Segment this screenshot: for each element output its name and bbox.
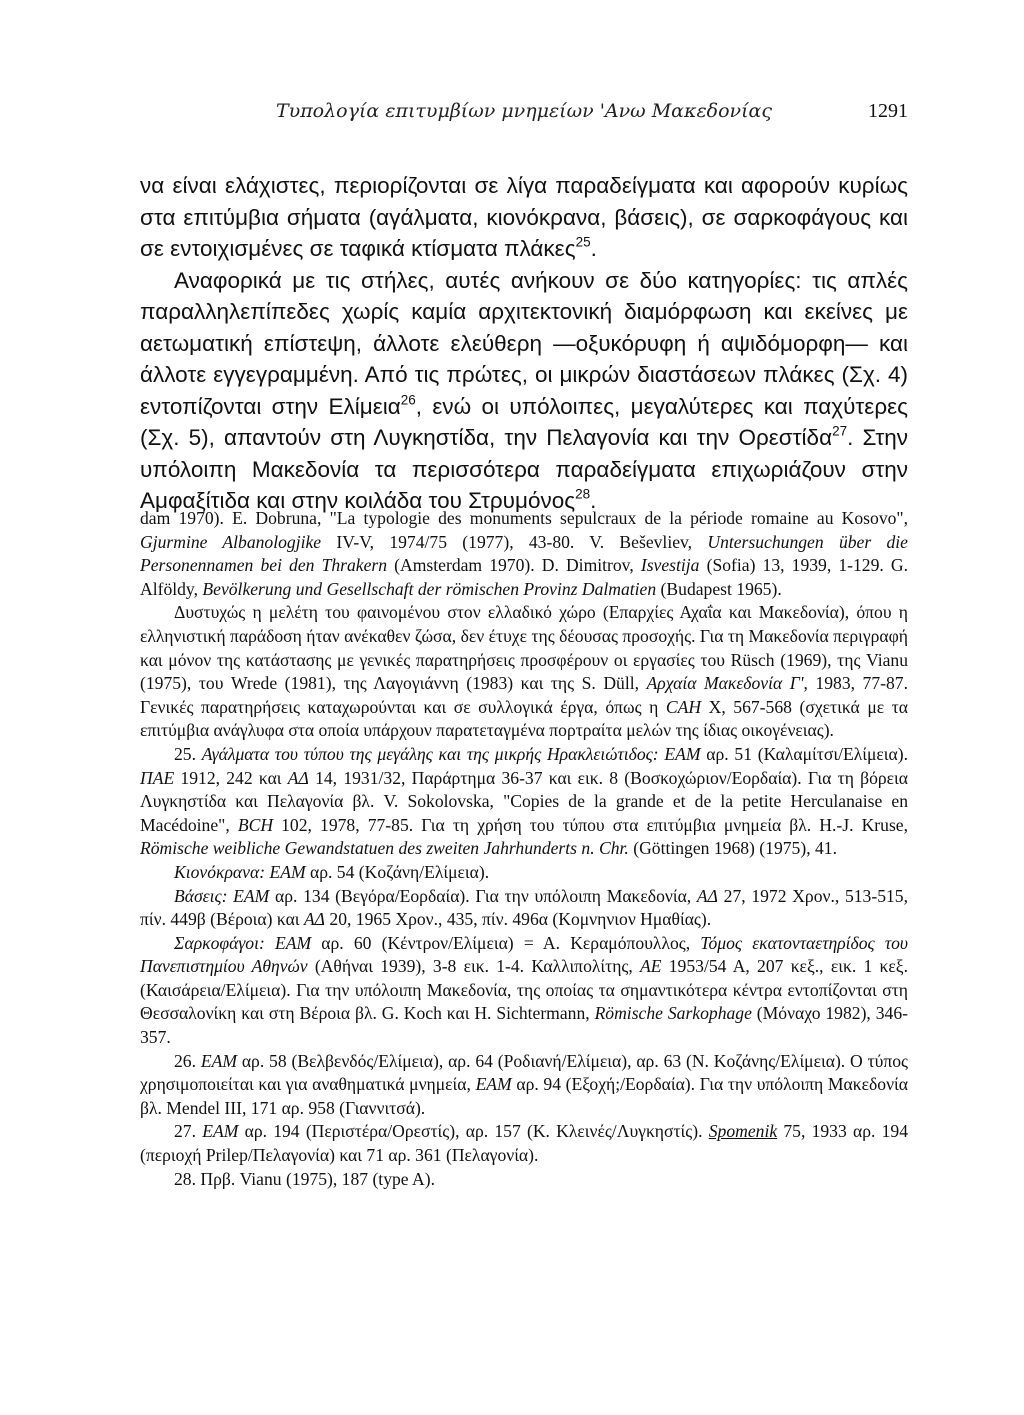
paragraph-2: Αναφορικά με τις στήλες, αυτές ανήκουν σε δύο κατηγορίες: τις απλές παραλληλεπίπεδες χωρίς καμία αρχιτεκτονική διαμόρφωση και εκείνες με αετωματική επίστεψη, άλλοτε ελεύθερη —οξυκόρυφη ή αψιδόμορφη— και άλλοτε εγγεγραμμένη. Από τις πρώτες, οι μικρών διαστάσεων πλάκες (Σχ. 4) εντοπίζονται στην Ελίμεια$^{26}$, ενώ οι υπόλοιπες, μεγαλύτερες και παχύτερες (Σχ. 5), απαντούν στη Λυγκηστίδα, την Πελαγονία και την Ορεστίδα$^{27}$. Στην υπόλοιπη Μακεδονία τα περισσότερα παραδείγματα επιχωριάζουν στην Αμφαξίτιδα και στην κοιλάδα του Στρυμόνος$^{28}$.	[140, 267, 908, 513]
paragraph-1: να είναι ελάχιστες, περιορίζονται σε λίγα παραδείγματα και αφορούν κυρίως στα επιτύμβια σήματα (αγάλματα, κιονόκρανα, βάσεις), σε σαρκοφάγους και σε εντοιχισμένες σε ταφικά κτίσματα πλάκες$^{25}$.	[140, 173, 908, 261]
footnote-28: 28. Πρβ. Vianu (1975), 187 (type A).	[174, 1168, 435, 1189]
footnote-continuation: dam 1970). E. Dobruna, "La typologie des monuments sepulcraux de la période romaine au Kosovo", Gjurmine Albanologjike IV-V, 1974/75 (1977), 43-80. V. Beševliev, Untersuchungen über die Personennamen bei den Thrakern (Amsterdam 1970). D. Dimitrov, Isvestija (Sofia) 13, 1939, 1-129. G. Alföldy, Bevölkerung und Gesellschaft der römischen Provinz Dalmatien (Budapest 1965).	[140, 508, 908, 599]
footnote-25-sarcophagi: Σαρκοφάγοι: ΕΑΜ αρ. 60 (Κέντρον/Ελίμεια) = Α. Κεραμόπουλλος, Τόμος εκατονταετηρίδος του Πανεπιστημίου Αθηνών (Αθήναι 1939), 3-8 εικ. 1-4. Καλλιπολίτης, ΑΕ 1953/54 Α, 207 κεξ., εικ. 1 κεξ. (Καισάρεια/Ελίμεια). Για την υπόλοιπη Μακεδονία, της οποίας τα σημαντικότερα κέντρα εντοπίζονται στη Θεσσαλονίκη και στη Βέροια βλ. G. Koch και H. Sichtermann, Römische Sarkophage (Μόναχο 1982), 346-357.	[140, 932, 908, 1048]
footnote-25-capitals: Κιονόκρανα: ΕΑΜ αρ. 54 (Κοζάνη/Ελίμεια).	[174, 861, 490, 882]
footnote-ref-26: 26	[400, 392, 416, 408]
main-text	[140, 170, 908, 517]
footnote-27: 27. ΕΑΜ αρ. 194 (Περιστέρα/Ορεστίς), αρ. 157 (Κ. Κλεινές/Λυγκηστίς). Spomenik 75, 1933 αρ. 194 (περιοχή Prilep/Πελαγονία) και 71 αρ. 361 (Πελαγονία).	[140, 1121, 909, 1166]
footnote-ref-28: 28	[575, 486, 591, 502]
footnote-25-bases: Βάσεις: ΕΑΜ αρ. 134 (Βεγόρα/Εορδαία). Για την υπόλοιπη Μακεδονία, ΑΔ 27, 1972 Χρον., 513-515, πίν. 449β (Βέροια) και ΑΔ 20, 1965 Χρον., 435, πίν. 496α (Κομνηνιον Ημαθίας).	[140, 885, 908, 930]
running-title: Τυπολογία επιτυμβίων μνημείων 'Ανω Μακεδονίας	[275, 100, 773, 122]
footnote-26: 26. ΕΑΜ αρ. 58 (Βελβενδός/Ελίμεια), αρ. 64 (Ροδιανή/Ελίμεια), αρ. 63 (Ν. Κοζάνης/Ελίμεια). Ο τύπος χρησιμοποιείται και για αναθηματικά μνημεία, ΕΑΜ αρ. 94 (Εξοχή;/Εορδαία). Για την υπόλοιπη Μακεδονία βλ. Mendel III, 171 αρ. 958 (Γιαννιτσά).	[140, 1050, 908, 1118]
footnote-25: 25. Αγάλματα του τύπου της μεγάλης και της μικρής Ηρακλειώτιδος: ΕΑΜ αρ. 51 (Καλαμίτσι/Ελίμεια). ΠΑΕ 1912, 242 και ΑΔ 14, 1931/32, Παράρτημα 36-37 και εικ. 8 (Βοσκοχώριον/Εορδαία). Για τη βόρεια Λυγκηστίδα και Πελαγονία βλ. V. Sokolovska, "Copies de la grande et de la petite Herculanaise en Macédoine", BCH 102, 1978, 77-85. Για τη χρήση του τύπου στα επιτύμβια μνημεία βλ. H.-J. Kruse, Römische weibliche Gewandstatuen des zweiten Jahrhunderts n. Chr. (Göttingen 1968) (1975), 41.	[140, 743, 908, 859]
footnotes	[140, 507, 908, 1191]
footnote-ref-27: 27	[832, 423, 848, 439]
page-number: 1291	[868, 100, 908, 122]
footnote-paragraph: Δυστυχώς η μελέτη του φαινομένου στον ελλαδικό χώρο (Επαρχίες Αχαΐα και Μακεδονία), όπου η ελληνιστική παράδοση ήταν ανέκαθεν ζώσα, δεν έτυχε της δέουσας προσοχής. Για τη Μακεδονία περιγραφή και μόνον της κατάστασης με γενικές παρατηρήσεις προσφέρουν οι εργασίες του Rüsch (1969), της Vianu (1975), του Wrede (1981), της Λαγογιάννη (1983) και της S. Düll, Αρχαία Μακεδονία Γ', 1983, 77-87. Γενικές παρατηρήσεις καταχωρούνται και σε συλλογικά έργα, όπως η CAH X, 567-568 (σχετικά με τα επιτύμβια ανάγλυφα στα οποία υπάρχουν παρατεταγμένα πορτραίτα μελών της ίδιας οικογένειας).	[140, 602, 908, 741]
page-header	[140, 100, 908, 134]
footnote-ref-25: 25	[575, 234, 591, 250]
